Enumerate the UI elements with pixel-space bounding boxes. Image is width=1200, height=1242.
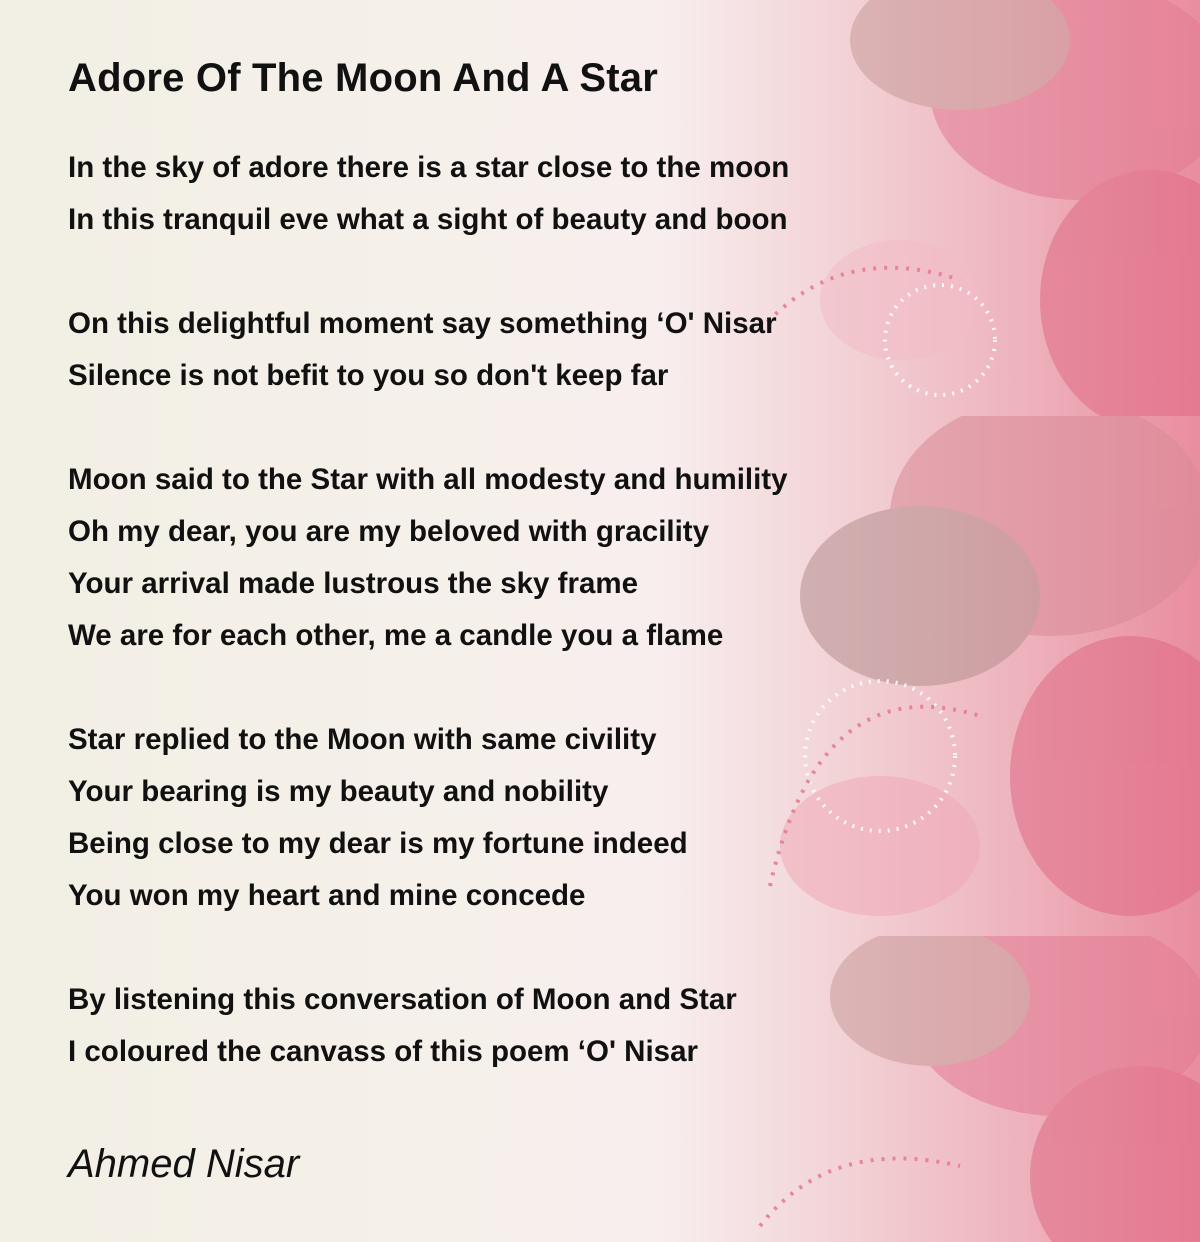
poem-line: I coloured the canvass of this poem ‘O' Nisar [68,1035,698,1068]
poem-line: We are for each other, me a candle you a flame [68,619,724,652]
poem-line: You won my heart and mine concede [68,879,586,912]
poem [68,52,928,1130]
stanza-4 [68,714,928,922]
poem-title: Adore Of The Moon And A Star [68,56,659,100]
poem-line: Oh my dear, you are my beloved with gracility [68,515,710,548]
poem-line: Star replied to the Moon with same civility [68,723,657,756]
poem-line: Your arrival made lustrous the sky frame [68,567,639,600]
poem-line: On this delightful moment say something ‘O' Nisar [68,307,777,340]
poem-line: Moon said to the Star with all modesty and humility [68,463,788,496]
stanza-1 [68,142,928,246]
poem-line: Your bearing is my beauty and nobility [68,775,609,808]
poem-line: By listening this conversation of Moon and Star [68,983,737,1016]
stanza-5 [68,974,928,1078]
stanza-2 [68,298,928,402]
poem-line: In this tranquil eve what a sight of beauty and boon [68,203,788,236]
stanza-3 [68,454,928,662]
poem-line: In the sky of adore there is a star close to the moon [68,151,790,184]
poem-line: Being close to my dear is my fortune indeed [68,827,688,860]
poem-line: Silence is not befit to you so don't keep far [68,359,669,392]
poem-author: Ahmed Nisar [68,1142,300,1186]
